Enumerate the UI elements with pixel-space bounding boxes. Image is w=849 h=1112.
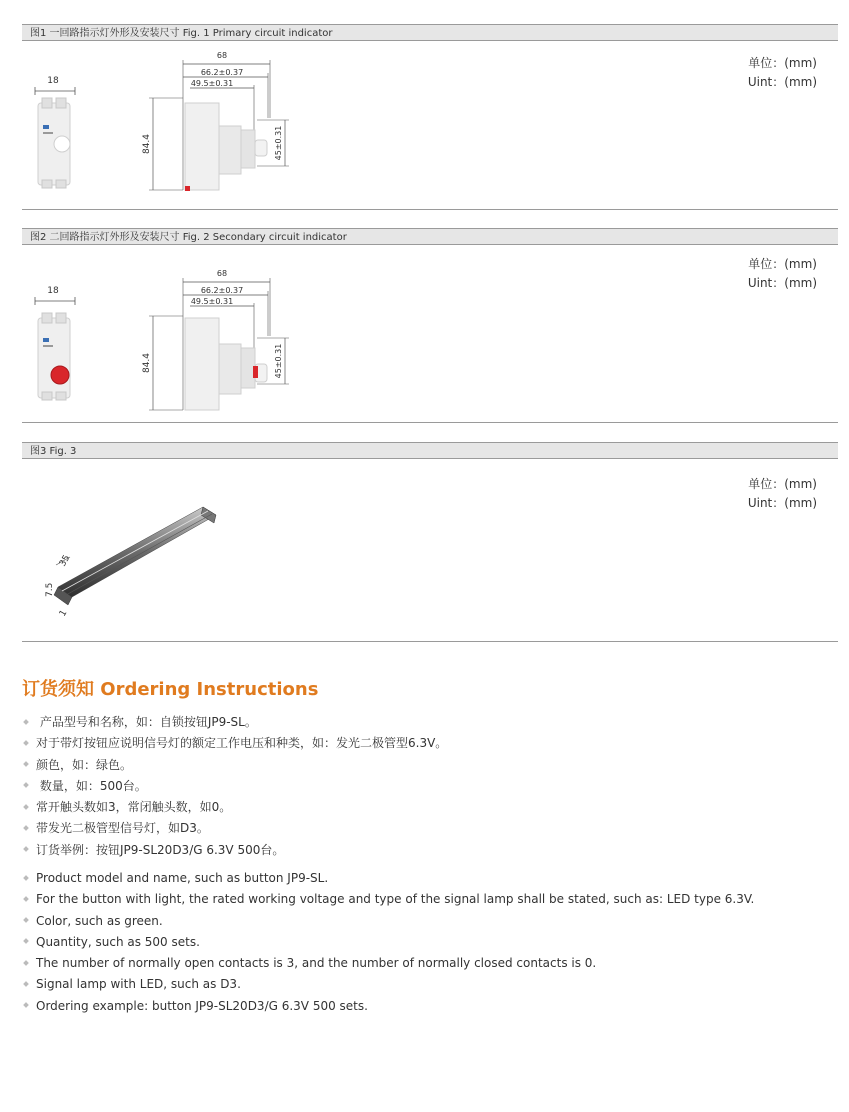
divider [22, 641, 838, 642]
bullet-icon [23, 875, 29, 881]
din-rail-image [38, 495, 228, 625]
bullet-icon [23, 917, 29, 923]
list-item: Ordering example: button JP9-SL20D3/G 6.3V 500 sets. [22, 996, 754, 1017]
list-item: Color, such as green. [22, 911, 754, 932]
dim-rail-thickness: 1 [57, 608, 70, 619]
list-item: Product model and name, such as button JP9-SL. [22, 868, 754, 889]
unit-cn: 单位：(mm) [748, 257, 817, 271]
list-item: For the button with light, the rated working voltage and type of the signal lamp shall be stated, such as: LED type 6.3V. [22, 889, 754, 910]
list-item: Signal lamp with LED, such as D3. [22, 974, 754, 995]
bullet-icon [23, 804, 29, 810]
dim-rail-height: 7.5 [45, 582, 55, 597]
bullet-icon [23, 761, 29, 767]
dim-width-front: 18 [47, 286, 59, 296]
figure-1-side-view [135, 48, 310, 198]
list-item: 订货举例：按钮JP9-SL20D3/G 6.3V 500台。 [22, 840, 447, 861]
unit-en: Uint：(mm) [747, 276, 817, 290]
unit-cn: 单位：(mm) [748, 56, 817, 70]
bullet-icon [23, 1002, 29, 1008]
figure-1-units [748, 54, 817, 92]
figure-2-units [748, 255, 817, 293]
dim-total: 68 [216, 51, 228, 60]
bullet-icon [23, 846, 29, 852]
dim-height2: 45±0.31 [274, 343, 283, 379]
dim-width-front: 18 [47, 76, 59, 86]
indicator-lamp-white [54, 136, 70, 152]
ordering-list-cn [22, 712, 447, 861]
bullet-icon [23, 740, 29, 746]
bullet-icon [23, 825, 29, 831]
figure-1-front-view [30, 70, 90, 195]
figure-2-caption: 图2 二回路指示灯外形及安装尺寸 Fig. 2 Secondary circuit indicator [22, 228, 838, 245]
figure-3-caption: 图3 Fig. 3 [22, 442, 838, 459]
unit-en: Uint：(mm) [747, 496, 817, 510]
figure-3-units [748, 475, 817, 513]
indicator-lamp-red [51, 366, 69, 384]
list-item: 产品型号和名称，如：自锁按钮JP9-SL。 [22, 712, 447, 733]
figure-2-side-view [135, 266, 310, 416]
dim-d1: 66.2±0.37 [200, 68, 244, 77]
divider [22, 209, 838, 210]
bullet-icon [23, 939, 29, 945]
unit-cn: 单位：(mm) [748, 477, 817, 491]
list-item: Quantity, such as 500 sets. [22, 932, 754, 953]
bullet-icon [23, 719, 29, 725]
list-item: 数量，如：500台。 [22, 776, 447, 797]
list-item: The number of normally open contacts is 3, and the number of normally closed contacts is 0. [22, 953, 754, 974]
dim-total: 68 [216, 269, 228, 278]
dim-height: 84.4 [142, 133, 152, 155]
bullet-icon [23, 960, 29, 966]
list-item: 带发光二极管型信号灯，如D3。 [22, 818, 447, 839]
dim-d2: 49.5±0.31 [190, 297, 234, 306]
unit-en: Uint：(mm) [747, 75, 817, 89]
figure-1-caption: 图1 一回路指示灯外形及安装尺寸 Fig. 1 Primary circuit indicator [22, 24, 838, 41]
dim-d1: 66.2±0.37 [200, 286, 244, 295]
dim-d2: 49.5±0.31 [190, 79, 234, 88]
list-item: 对于带灯按钮应说明信号灯的额定工作电压和种类，如：发光二极管型6.3V。 [22, 733, 447, 754]
ordering-heading: 订货须知 Ordering Instructions [22, 679, 319, 700]
bullet-icon [23, 981, 29, 987]
dim-height: 84.4 [142, 352, 152, 374]
list-item: 常开触头数如3，常闭触头数，如0。 [22, 797, 447, 818]
divider [22, 422, 838, 423]
ordering-list-en [22, 868, 754, 1017]
dim-height2: 45±0.31 [274, 125, 283, 161]
dim-rail-width: 35 [57, 553, 73, 569]
list-item: 颜色，如：绿色。 [22, 755, 447, 776]
bullet-icon [23, 896, 29, 902]
bullet-icon [23, 783, 29, 789]
figure-2-front-view [30, 282, 90, 407]
